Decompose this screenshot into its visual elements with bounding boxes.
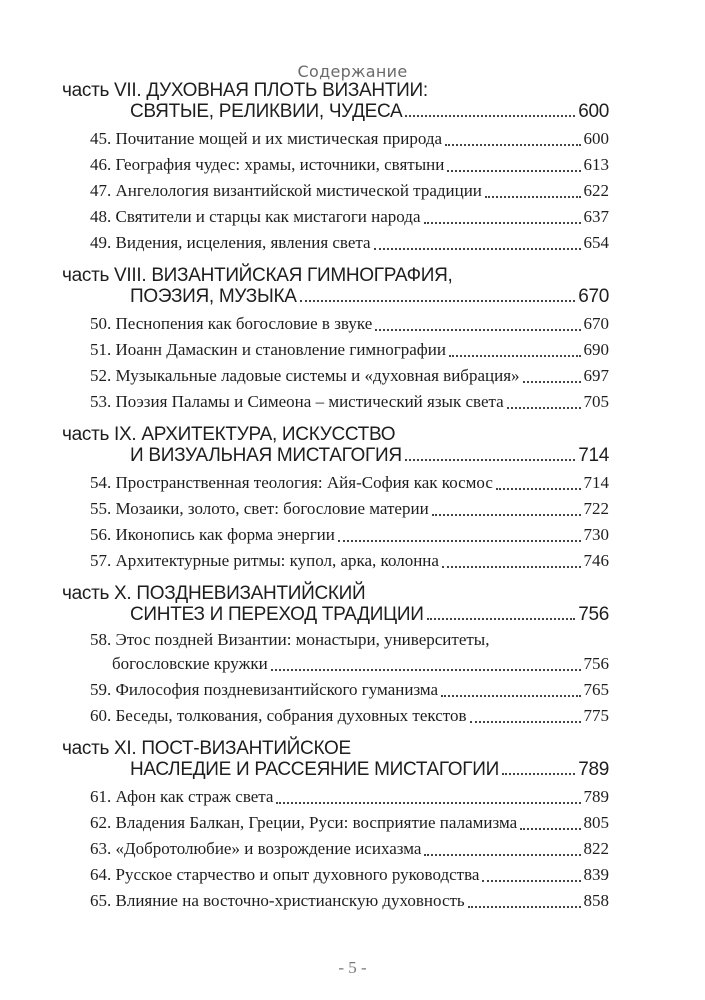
toc-entry[interactable]: [90, 862, 609, 888]
dot-leader: [405, 459, 575, 461]
entry-page-number: 705: [583, 392, 609, 411]
toc-entry[interactable]: [90, 703, 609, 729]
entry-page-number: 722: [583, 499, 609, 518]
toc-entry[interactable]: [90, 836, 609, 862]
entry-title: 51. Иоанн Дамаскин и становление гимнографии: [90, 340, 446, 359]
entry-list: [62, 784, 609, 914]
toc-part: [62, 738, 609, 914]
entry-page-number: 839: [583, 865, 609, 884]
part-title-line1: часть XI. ПОСТ-ВИЗАНТИЙСКОЕ: [62, 738, 351, 759]
entry-page-number: 654: [583, 233, 609, 252]
entry-page-number: 690: [583, 340, 609, 359]
entry-list: [62, 470, 609, 574]
entry-title: 58. Этос поздней Византии: монастыри, университеты,: [90, 630, 490, 649]
entry-title: 50. Песнопения как богословие в звуке: [90, 314, 373, 333]
entry-page-number: 765: [583, 680, 609, 699]
entry-title: 48. Святители и старцы как мистагоги народа: [90, 207, 421, 226]
toc-entry[interactable]: [90, 677, 609, 703]
dot-leader: [502, 773, 575, 775]
toc-entry[interactable]: [90, 629, 609, 677]
dot-leader: [485, 196, 581, 198]
table-of-contents: [62, 80, 609, 923]
dot-leader: [468, 906, 581, 908]
dot-leader: [374, 248, 581, 250]
entry-page-number: 622: [583, 181, 609, 200]
part-title-line1: часть VII. ДУХОВНАЯ ПЛОТЬ ВИЗАНТИИ:: [62, 80, 428, 101]
entry-title-line2: богословские кружки: [112, 654, 268, 673]
entry-title: 57. Архитектурные ритмы: купол, арка, колонна: [90, 551, 439, 570]
toc-entry[interactable]: [90, 470, 609, 496]
dot-leader: [470, 721, 581, 723]
toc-part: [62, 265, 609, 415]
part-title-text: НАСЛЕДИЕ И РАССЕЯНИЕ МИСТАГОГИИ: [130, 759, 499, 780]
entry-title: 49. Видения, исцеления, явления света: [90, 233, 371, 252]
dot-leader: [375, 329, 580, 331]
dot-leader: [424, 854, 580, 856]
dot-leader: [442, 566, 581, 568]
part-title-text: И ВИЗУАЛЬНАЯ МИСТАГОГИЯ: [130, 445, 402, 466]
entry-list: [62, 311, 609, 415]
toc-entry[interactable]: [90, 178, 609, 204]
part-title-text: ПОЭЗИЯ, МУЗЫКА: [130, 286, 297, 307]
toc-entry[interactable]: [90, 888, 609, 914]
part-page-number: 789: [578, 759, 609, 780]
dot-leader: [496, 488, 581, 490]
dot-leader: [441, 695, 580, 697]
entry-page-number: 822: [583, 839, 609, 858]
part-title-line1: часть X. ПОЗДНЕВИЗАНТИЙСКИЙ: [62, 583, 366, 604]
part-title-text: СИНТЕЗ И ПЕРЕХОД ТРАДИЦИИ: [130, 604, 424, 625]
entry-title: 52. Музыкальные ладовые системы и «духовная вибрация»: [90, 366, 520, 385]
toc-part: [62, 424, 609, 574]
part-heading[interactable]: [62, 583, 609, 625]
entry-page-number: 775: [583, 706, 609, 725]
part-title-line2: [62, 604, 609, 625]
entry-title: 56. Иконопись как форма энергии: [90, 525, 335, 544]
toc-entry[interactable]: [90, 337, 609, 363]
toc-entry[interactable]: [90, 522, 609, 548]
part-page-number: 756: [578, 604, 609, 625]
entry-page-number: 789: [583, 787, 609, 806]
entry-page-number: 670: [583, 314, 609, 333]
dot-leader: [276, 802, 580, 804]
part-heading[interactable]: [62, 738, 609, 780]
entry-title: 46. География чудес: храмы, источники, святыни: [90, 155, 445, 174]
dot-leader: [447, 170, 580, 172]
entry-title: 59. Философия поздневизантийского гуманизма: [90, 680, 439, 699]
entry-page-number: 613: [583, 155, 609, 174]
entry-title: 53. Поэзия Паламы и Симеона – мистический язык света: [90, 392, 504, 411]
dot-leader: [338, 540, 581, 542]
part-title-line1: часть IX. АРХИТЕКТУРА, ИСКУССТВО: [62, 424, 396, 445]
entry-title: 63. «Добротолюбие» и возрождение исихазма: [90, 839, 422, 858]
entry-title: 62. Владения Балкан, Греции, Руси: восприятие паламизма: [90, 813, 518, 832]
dot-leader: [520, 828, 580, 830]
entry-title: 65. Влияние на восточно-христианскую духовность: [90, 891, 465, 910]
part-page-number: 714: [578, 445, 609, 466]
toc-entry[interactable]: [90, 784, 609, 810]
entry-multiline: [90, 629, 609, 677]
entry-title: 45. Почитание мощей и их мистическая природа: [90, 129, 443, 148]
dot-leader: [482, 880, 580, 882]
entry-page-number: 746: [583, 551, 609, 570]
toc-entry[interactable]: [90, 152, 609, 178]
entry-page-number: 600: [583, 129, 609, 148]
toc-entry[interactable]: [90, 389, 609, 415]
part-title-line2: [62, 445, 609, 466]
toc-part: [62, 80, 609, 256]
entry-list: [62, 629, 609, 729]
toc-entry[interactable]: [90, 548, 609, 574]
dot-leader: [427, 618, 576, 620]
toc-entry[interactable]: [90, 496, 609, 522]
entry-title: 54. Пространственная теология: Айя-София как космос: [90, 473, 493, 492]
dot-leader: [405, 115, 575, 117]
part-title-line2: [62, 101, 609, 122]
entry-page-number: 697: [583, 366, 609, 385]
entry-title: 47. Ангелология византийской мистической традиции: [90, 181, 482, 200]
entry-title: 60. Беседы, толкования, собрания духовных текстов: [90, 706, 467, 725]
entry-page-number: 858: [583, 891, 609, 910]
dot-leader: [523, 381, 581, 383]
entry-title-continuation: [90, 651, 609, 677]
page-number: - 5 -: [338, 958, 367, 977]
part-title-line1: часть VIII. ВИЗАНТИЙСКАЯ ГИМНОГРАФИЯ,: [62, 265, 453, 286]
dot-leader: [432, 514, 581, 516]
entry-list: [62, 126, 609, 256]
entry-page-number: 730: [583, 525, 609, 544]
dot-leader: [424, 222, 581, 224]
entry-page-number: 714: [583, 473, 609, 492]
part-page-number: 600: [578, 101, 609, 122]
dot-leader: [507, 407, 581, 409]
toc-part: [62, 583, 609, 729]
entry-page-number: 637: [583, 207, 609, 226]
dot-leader: [445, 144, 580, 146]
toc-entry[interactable]: [90, 204, 609, 230]
dot-leader: [271, 669, 581, 671]
entry-title: 64. Русское старчество и опыт духовного руководства: [90, 865, 480, 884]
part-heading[interactable]: [62, 265, 609, 307]
part-title-text: СВЯТЫЕ, РЕЛИКВИИ, ЧУДЕСА: [130, 101, 403, 122]
entry-page-number: 756: [583, 654, 609, 673]
toc-entry[interactable]: [90, 363, 609, 389]
entry-page-number: 805: [583, 813, 609, 832]
part-title-line2: [62, 759, 609, 780]
entry-title: 55. Мозаики, золото, свет: богословие материи: [90, 499, 429, 518]
toc-entry[interactable]: [90, 230, 609, 256]
part-title-line2: [62, 286, 609, 307]
toc-entry[interactable]: [90, 311, 609, 337]
toc-entry[interactable]: [90, 810, 609, 836]
part-page-number: 670: [578, 286, 609, 307]
entry-title: 61. Афон как страж света: [90, 787, 274, 806]
dot-leader: [449, 355, 581, 357]
dot-leader: [300, 300, 576, 302]
part-heading[interactable]: [62, 424, 609, 466]
toc-entry[interactable]: [90, 126, 609, 152]
part-heading[interactable]: [62, 80, 609, 122]
running-head: Содержание: [297, 62, 408, 81]
